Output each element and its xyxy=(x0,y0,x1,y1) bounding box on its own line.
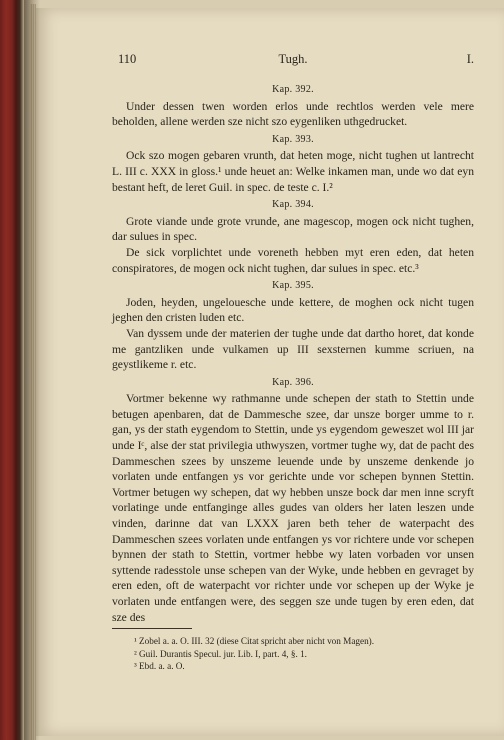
chapter-heading: Kap. 392. xyxy=(272,84,314,95)
paragraph: Grote viande unde grote vrunde, ane magescop, mogen ock nicht tughen, dar sulues in spec. xyxy=(112,214,474,244)
footnote: ² Guil. Durantis Specul. jur. Lib. I, part. 4, §. 1. xyxy=(134,648,307,659)
footnote: ¹ Zobel a. a. O. III. 32 (diese Citat spricht aber nicht von Magen). xyxy=(134,636,375,646)
volume-number: I. xyxy=(466,52,474,66)
paragraph: Vortmer bekenne wy rathmanne unde schepen der stath to Stettin unde betugen apenbaren, dat de Dammesche szee, dar unsze borger umme to r. gan, ys der stath eygendom to Stettin, unde ys eygendom geweszet wol III jar unde Iᶜ, alse der stat privilegia uthwyszen, vortmer tughe wy, dat de pacht des Dammeschen szees by unszeme leuende unde by unszeme denkende jo vorlaten unde entfangen ys vor gerichte unde vor schepen bynnen Stettin. Vortmer betugen wy schepen, dat wy hebben unsze bock dar men inne scryft vorlatinge unde entfanginge alles gudes van olders her laten leszen unde vinden, darinne dat van LXXX jaren beth teher de waterpacht des Dammeschen szees vorlaten unde entfangen ys vor richtere unde vor schepen bynnen der stath to Stettin, vortmer hebbe wy laten vorbaden vor unsen syttende radesstole unse schepen van der Wyke, unde hebben en gevraget by eren eden, oft de waterpacht vor richter unde vor schepen up der Wyke je vorlaten unde entfangen were, des seggen sze unde tugen by eren eden, dat sze des xyxy=(112,392,474,624)
running-header xyxy=(112,52,474,70)
paragraph: Under dessen twen worden erlos unde rechtlos werden vele mere beholden, allene werden sze nicht szo eygenliken uthgedrucket. xyxy=(112,99,474,129)
paragraph: Joden, heyden, ungelouesche unde kettere, de moghen ock nicht tugen jeghen den cristen luden etc. xyxy=(112,295,474,325)
paragraph: Ock szo mogen gebaren vrunth, dat heten moge, nicht tughen ut lantrecht L. III c. XXX in gloss.¹ unde heuet an: Welke inkamen man, unde wo dat eyn bestant heft, de leret Guil. in spec. de teste c. I.² xyxy=(112,149,474,194)
running-title: Tugh. xyxy=(278,52,308,66)
chapter-heading: Kap. 394. xyxy=(272,199,314,211)
paragraph: Van dyssem unde der materien der tughe unde dat dartho horet, dat konde me gantzliken unde vulkamen up III sexsternen kumme scriuen, na geystlikeme r. etc. xyxy=(112,326,474,372)
footnotes xyxy=(112,628,474,673)
footnote-divider xyxy=(112,628,192,629)
section-395 xyxy=(112,278,474,373)
spine-shadow xyxy=(24,0,40,740)
page-number: 110 xyxy=(118,52,137,66)
footnote: ³ Ebd. a. a. O. xyxy=(134,661,185,672)
section-393 xyxy=(112,132,474,195)
paragraph: De sick vorplichtet unde voreneth hebben myt eren eden, dat heten conspiratores, de mogen ock nicht tughen, dar sulues in spec. etc.³ xyxy=(112,245,474,275)
chapter-heading: Kap. 396. xyxy=(272,376,314,388)
chapter-heading: Kap. 395. xyxy=(272,280,314,292)
chapter-heading: Kap. 393. xyxy=(272,133,314,145)
page-text xyxy=(112,52,474,625)
section-394 xyxy=(112,197,474,276)
section-396 xyxy=(112,375,474,626)
section-392 xyxy=(112,82,474,130)
